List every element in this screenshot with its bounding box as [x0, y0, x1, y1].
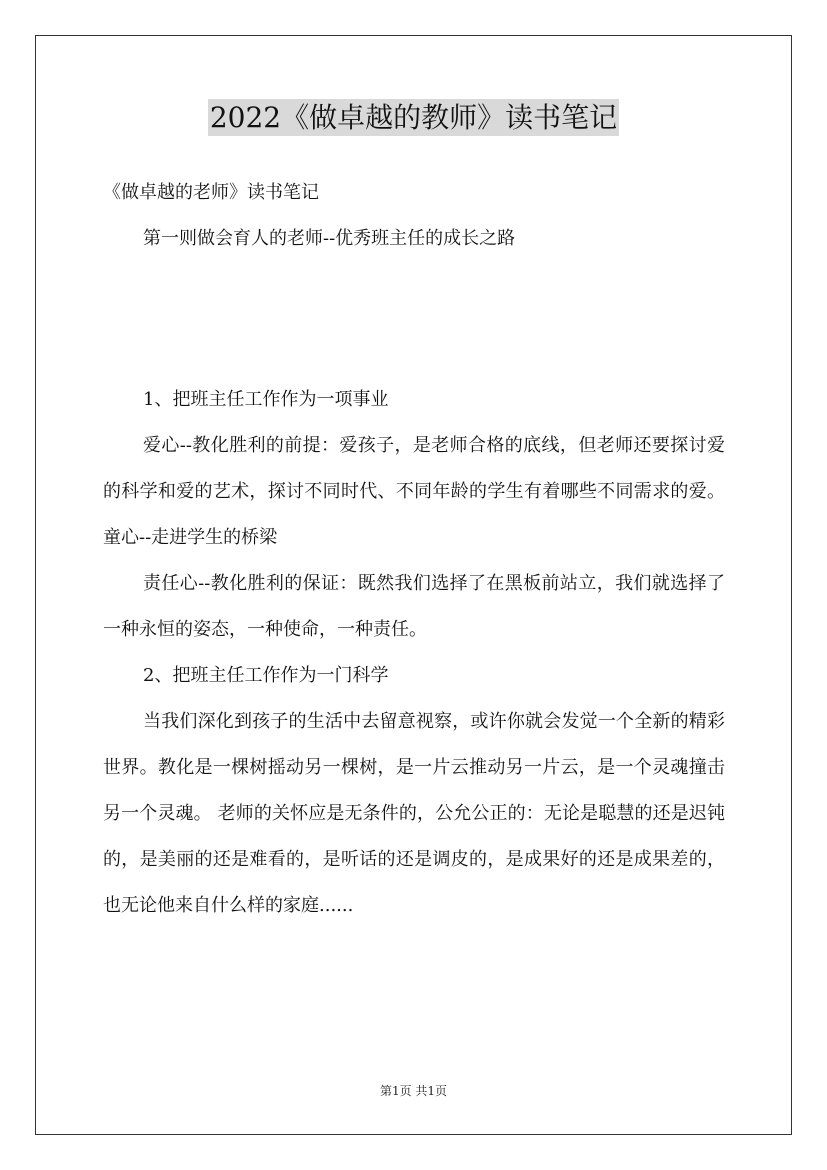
page-footer: 第1页 共1页 — [379, 1084, 448, 1098]
paragraph-responsibility: 责任心--教化胜利的保证：既然我们选择了在黑板前站立，我们就选择了一种永恒的姿态，一种使命，一种责任。 — [103, 573, 725, 640]
document-body — [103, 170, 725, 929]
paragraph-section-2-heading: 2、把班主任工作作为一门科学 — [143, 665, 389, 686]
blank-space — [103, 262, 725, 377]
document-subtitle: 《做卓越的老师》读书笔记 — [103, 182, 319, 203]
document-title-text: 2022《做卓越的教师》读书笔记 — [209, 101, 618, 134]
paragraph-observation: 当我们深化到孩子的生活中去留意视察，或许你就会发觉一个全新的精彩世界。教化是一棵树摇动另一棵树，是一片云推动另一片云，是一个灵魂撞击另一个灵魂。 老师的关怀应是无条件的，公允公正的：无论是聪慧的还是迟钝的，是美丽的还是难看的，是听话的还是调皮的，是成果好的还是成果差的，也无论他来自什么样的家庭...... — [103, 711, 725, 916]
paragraph-love: 爱心--教化胜利的前提：爱孩子，是老师合格的底线，但老师还要探讨爱的科学和爱的艺术，探讨不同时代、不同年龄的学生有着哪些不同需求的爱。 童心--走进学生的桥梁 — [103, 435, 725, 548]
paragraph-chapter-heading: 第一则做会育人的老师--优秀班主任的成长之路 — [143, 228, 516, 249]
paragraph-section-1-heading: 1、把班主任工作作为一项事业 — [143, 389, 389, 410]
document-title — [0, 98, 827, 138]
